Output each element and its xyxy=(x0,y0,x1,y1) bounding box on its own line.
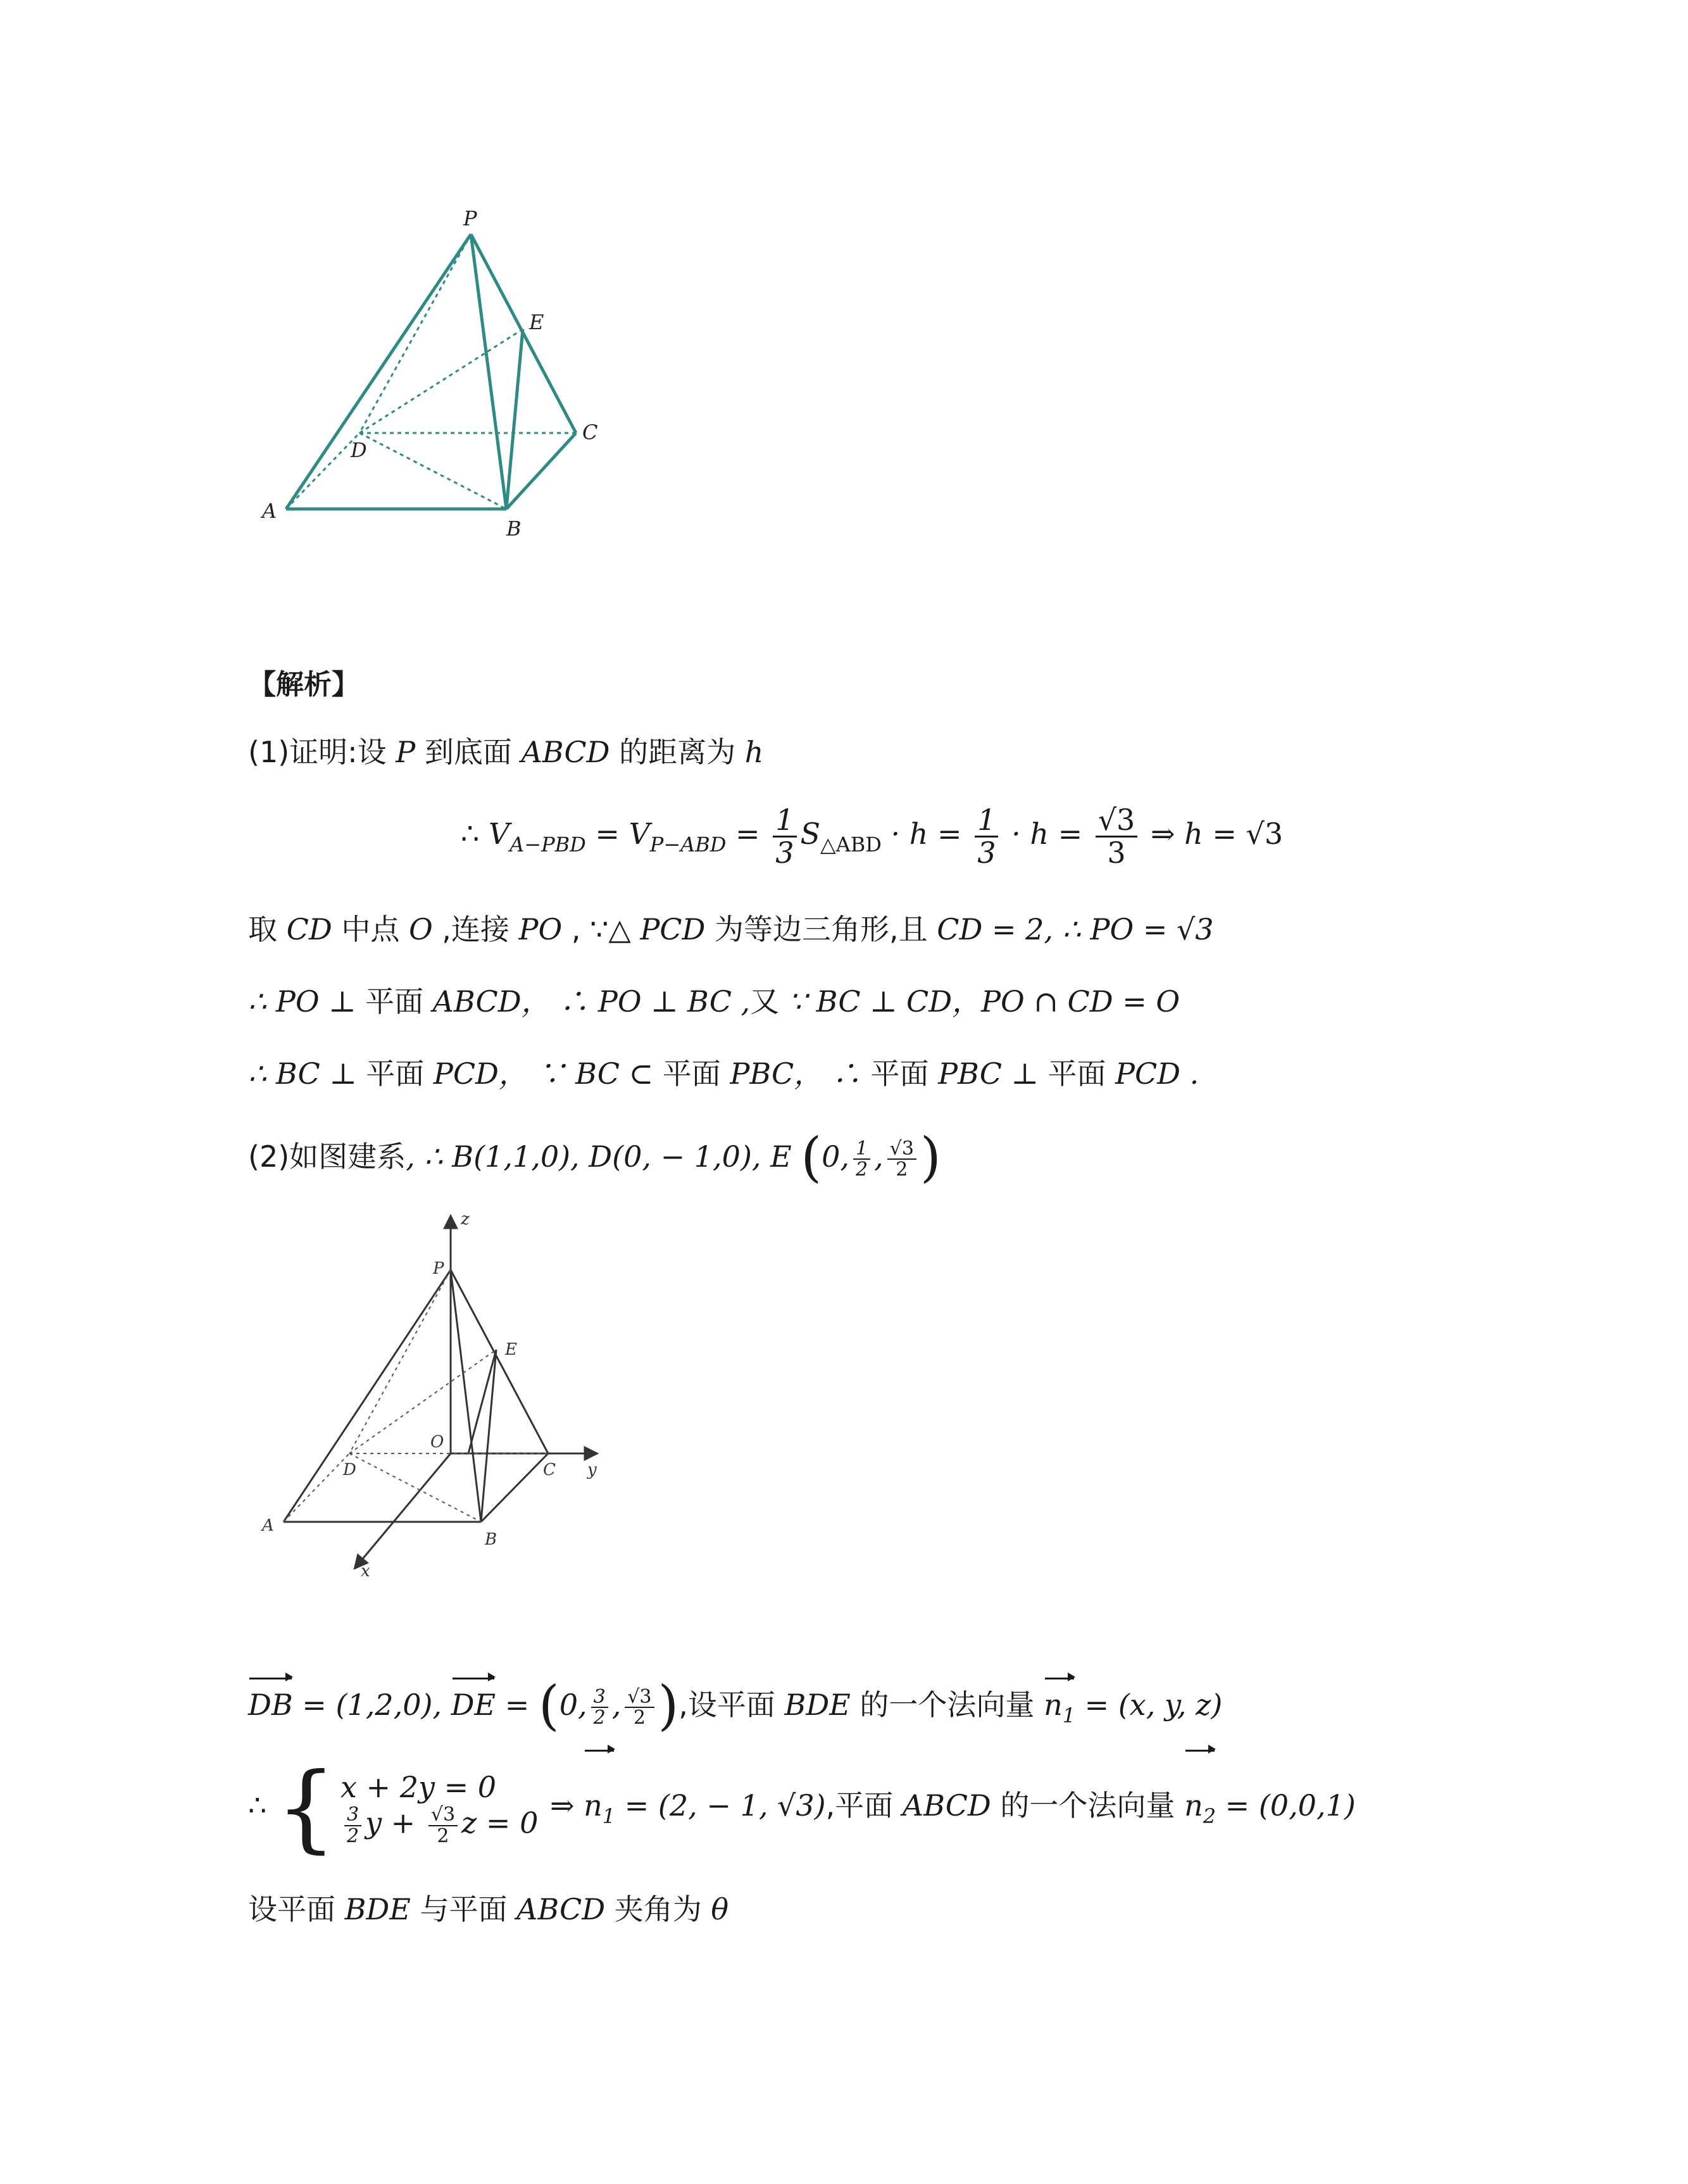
part-label-1: (1) xyxy=(248,735,290,769)
math-expr: ∴ PO ⊥ xyxy=(248,984,366,1019)
text: 夹角为 xyxy=(605,1892,711,1926)
math-expr: = (x, y, z) xyxy=(1075,1688,1223,1722)
text: 为等边三角形,且 xyxy=(705,912,937,946)
label-E: E xyxy=(529,310,544,334)
math-var: ABCD xyxy=(902,1788,991,1823)
brace: { xyxy=(275,1753,337,1863)
text: 的一个法向量 xyxy=(991,1788,1185,1823)
edge-BC xyxy=(506,433,576,509)
vector-DB: DB xyxy=(248,1676,293,1733)
edge-PD xyxy=(349,1270,451,1453)
fraction-sqrt3-over-3: $\frac{√3}{3}$ xyxy=(1096,805,1138,868)
label-E: E xyxy=(505,1340,517,1359)
therefore-symbol: ∴ xyxy=(461,817,480,851)
math-var: h xyxy=(744,735,764,769)
label-A: A xyxy=(262,1516,274,1535)
text: 如图建系 xyxy=(289,1139,406,1174)
proof-line-9 xyxy=(248,1890,728,1928)
edge-PC xyxy=(451,1270,548,1453)
math-var: θ xyxy=(711,1892,729,1926)
edge-PD xyxy=(359,234,471,433)
math-result: √3 xyxy=(1246,817,1284,851)
math-expr: CD = 2, ∴ PO = √3 xyxy=(937,912,1214,946)
label-z: z xyxy=(461,1210,470,1229)
figure1-edges xyxy=(286,234,576,509)
edge-PA xyxy=(286,234,471,509)
vector-n1: $n_1$ xyxy=(1044,1676,1075,1744)
equation-1: x + 2y = 0 xyxy=(340,1769,497,1804)
label-y: y xyxy=(587,1460,597,1479)
subscript: △ABD xyxy=(820,832,882,857)
fraction-one-half: $\frac{1}{2}$ xyxy=(853,1139,870,1180)
math-var: BDE xyxy=(784,1688,851,1722)
proof-line-1 xyxy=(248,733,763,771)
proof-line-7: DB = (1,2,0), DE = (0, $\frac{3}{2}$ , $\frac{√3}{2}$ ),设平面 BDE 的一个法向量 $n_1 = (x$, y, z) xyxy=(248,1676,1222,1744)
edge-DB xyxy=(359,433,506,509)
proof-line-3 xyxy=(248,910,1214,948)
equation-2: $\frac{3}{2}$ y + $\frac{√3}{2}$ z = 0 xyxy=(341,1805,538,1846)
math-expr: = xyxy=(496,1688,539,1722)
paren-close: ) xyxy=(658,1674,679,1736)
text: 中点 xyxy=(332,912,409,946)
math-expr: · h = xyxy=(881,817,972,851)
volume-equation xyxy=(461,799,1283,879)
text: 平面 xyxy=(366,1057,425,1091)
text: 与平面 xyxy=(410,1892,517,1926)
label-O: O xyxy=(430,1433,444,1452)
label-P: P xyxy=(463,206,477,230)
edge-DE xyxy=(359,329,523,433)
math-expr: = (1,2,0), xyxy=(292,1688,451,1722)
proof-line-4 xyxy=(248,982,1180,1020)
paren-open: ( xyxy=(801,1126,822,1188)
math-expr: PBC ⊥ xyxy=(928,1057,1048,1091)
edge-BE xyxy=(506,329,523,509)
math-expr: ∴ BC ⊥ xyxy=(248,1057,366,1091)
figure1-hidden-edges xyxy=(286,234,576,509)
text: 的距离为 xyxy=(610,735,745,769)
edge-DE xyxy=(349,1350,496,1453)
text: 证明:设 xyxy=(289,735,396,769)
math-expr: = (0,0,1) xyxy=(1216,1788,1356,1823)
edge-AD xyxy=(284,1453,349,1522)
edge-PB xyxy=(471,234,506,509)
proof-line-6: (2)如图建系, ∴ B(1,1,0), D(0, − 1,0), E (0, $\frac{1}{2}$ , $\frac{√3}{2}$ ) xyxy=(248,1126,941,1188)
math-expr: ⇒ h = xyxy=(1141,817,1246,851)
text: ,连接 xyxy=(432,912,519,946)
part-label-2: (2) xyxy=(248,1139,290,1174)
label-C: C xyxy=(582,420,598,444)
vector-n1: $n_1$ xyxy=(584,1748,615,1873)
edge-DB xyxy=(349,1453,481,1522)
math-var: PO xyxy=(518,912,563,946)
text: ,平面 xyxy=(825,1788,903,1823)
text: 到底面 xyxy=(415,735,522,769)
paren-close: ) xyxy=(920,1126,941,1188)
text: 设平面 xyxy=(248,1892,345,1926)
coordinate-figure-2 xyxy=(253,1209,646,1589)
label-x: x xyxy=(361,1562,370,1581)
label-D: D xyxy=(351,438,367,462)
text: ,设平面 xyxy=(678,1688,785,1722)
therefore-symbol: ∴ xyxy=(248,1788,267,1823)
text: 取 xyxy=(248,912,287,946)
vector-DE: DE xyxy=(451,1676,496,1733)
text: 平面 xyxy=(1047,1057,1106,1091)
edge-BC xyxy=(481,1453,548,1522)
label-P: P xyxy=(433,1259,444,1278)
pyramid-figure-1 xyxy=(247,203,614,557)
label-A: A xyxy=(262,499,277,523)
math-var: S xyxy=(800,817,821,851)
math-expr: 0, xyxy=(559,1688,587,1722)
math-expr: ⇒ xyxy=(541,1788,584,1823)
math-expr: PCD . xyxy=(1106,1057,1199,1091)
proof-line-5 xyxy=(248,1055,1199,1093)
math-var: V xyxy=(628,817,650,851)
paren-open: ( xyxy=(538,1674,560,1736)
math-var: ABCD xyxy=(521,735,610,769)
subscript: P−ABD xyxy=(649,832,727,857)
subscript: A−PBD xyxy=(510,832,586,857)
text: 平面 xyxy=(870,1057,929,1091)
label-B: B xyxy=(485,1530,497,1549)
equation-system xyxy=(341,1770,538,1846)
math-var: CD xyxy=(286,912,332,946)
text: 又 xyxy=(750,984,780,1019)
math-expr: PCD， ∵ BC ⊂ xyxy=(424,1057,663,1091)
label-C: C xyxy=(543,1460,556,1479)
math-var: O xyxy=(408,912,433,946)
text: 平面 xyxy=(662,1057,721,1091)
equals: = xyxy=(726,817,770,851)
math-expr: ABCD， ∴ PO ⊥ BC , xyxy=(423,984,751,1019)
fraction-one-third: $\frac{1}{3}$ xyxy=(773,805,796,868)
math-var: P xyxy=(396,735,416,769)
text: 平面 xyxy=(365,984,424,1019)
fraction-sqrt3-over-2: $\frac{√3}{2}$ xyxy=(625,1687,654,1728)
fraction-three-halves: $\frac{3}{2}$ xyxy=(591,1687,608,1728)
math-expr: · h = xyxy=(1002,817,1092,851)
math-expr: = (2, − 1, √3) xyxy=(615,1788,826,1823)
x-axis xyxy=(354,1453,451,1569)
math-expr: ∵ BC ⊥ CD，PO ∩ CD = O xyxy=(779,984,1180,1019)
analysis-heading: 【解析】 xyxy=(248,668,359,701)
math-expr: 0, xyxy=(822,1139,850,1174)
text: , ∵△ xyxy=(562,912,641,946)
math-expr: , ∴ B(1,1,0), D(0, − 1,0), E xyxy=(406,1139,801,1174)
math-expr: PBC， ∴ xyxy=(720,1057,871,1091)
math-var: V xyxy=(488,817,510,851)
vector-n2: $n_2$ xyxy=(1184,1748,1216,1873)
label-D: D xyxy=(343,1460,356,1479)
equals: = xyxy=(585,817,629,851)
edge-AD xyxy=(286,433,359,509)
label-B: B xyxy=(506,517,522,541)
fraction-sqrt3-over-2: $\frac{√3}{2}$ xyxy=(887,1139,916,1180)
math-var: BDE xyxy=(344,1892,411,1926)
fraction-one-third: $\frac{1}{3}$ xyxy=(975,805,998,868)
math-var: PCD xyxy=(640,912,706,946)
edge-PB xyxy=(451,1270,481,1522)
text: 的一个法向量 xyxy=(850,1688,1044,1722)
proof-line-8 xyxy=(248,1748,1356,1862)
math-var: ABCD xyxy=(516,1892,606,1926)
